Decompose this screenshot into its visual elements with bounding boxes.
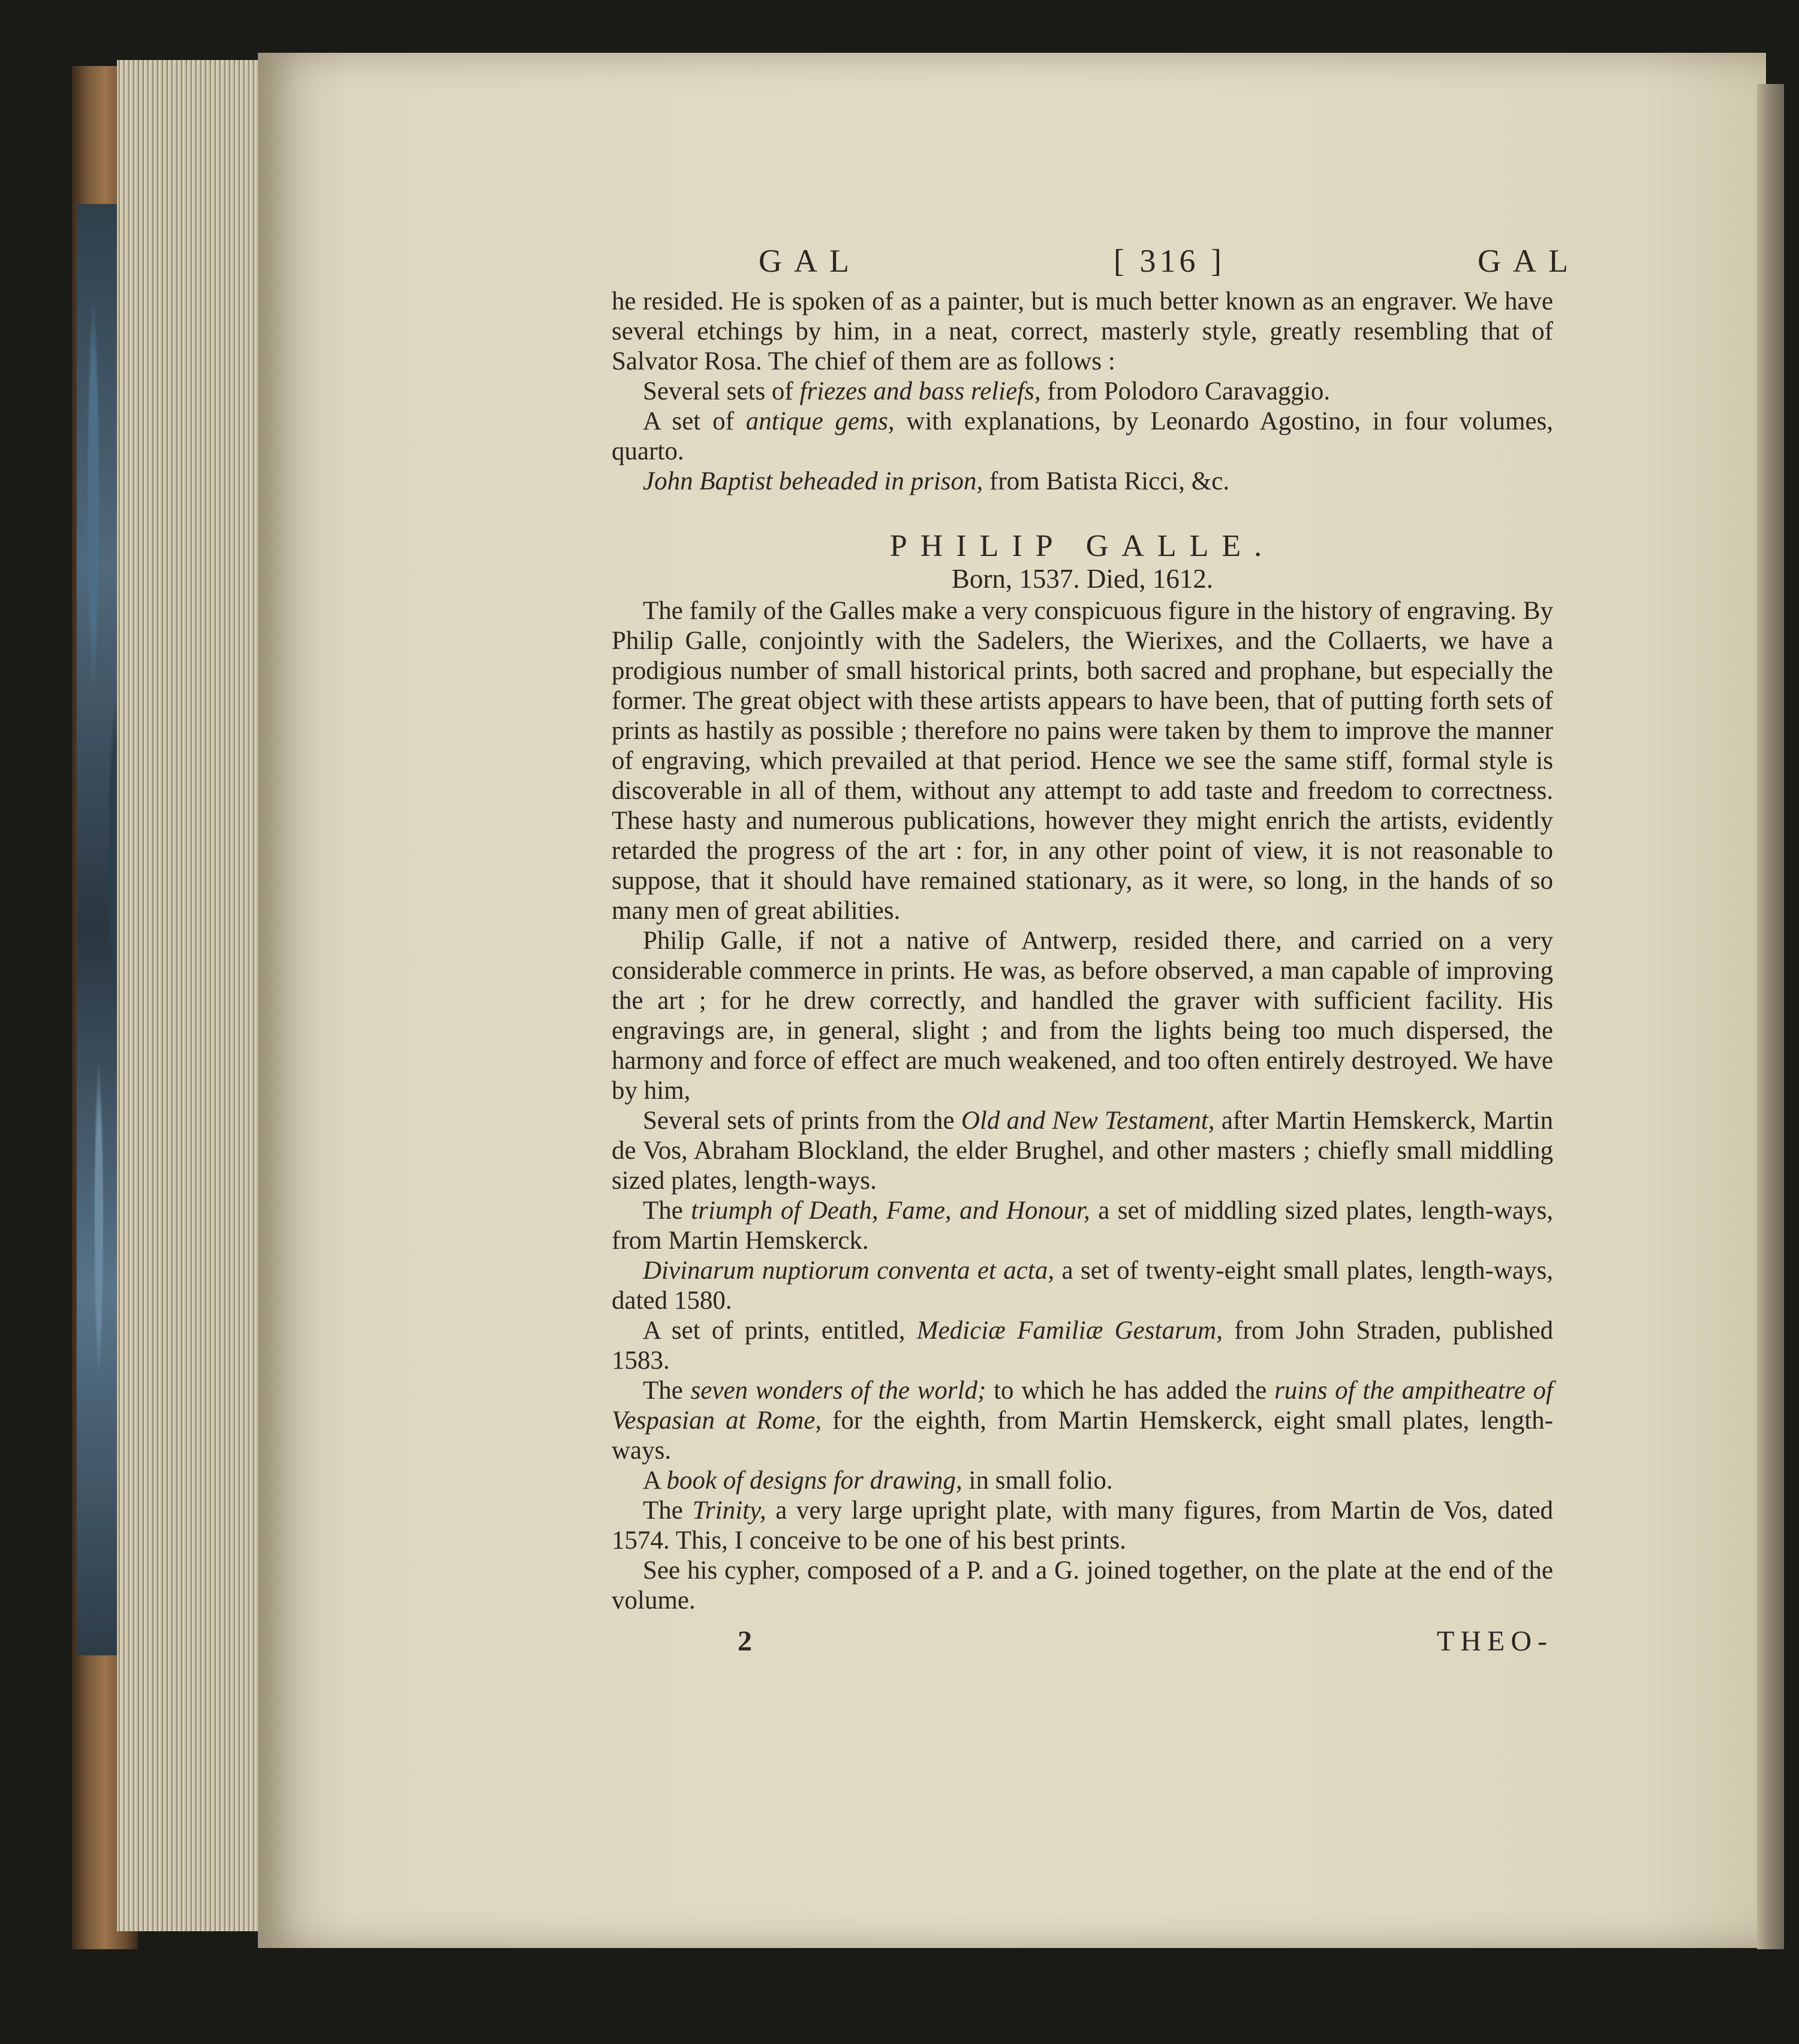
work-item: The triumph of Death, Fame, and Honour, a set of middling sized plates, length-ways, from Martin Hemskerck. (612, 1197, 1554, 1255)
work-item: The seven wonders of the world; to which he has added the ruins of the ampitheatre of Vespasian at Rome, for the eighth, from Martin Hemskerck, eight small plates, length-ways. (612, 1376, 1553, 1465)
work-item: John Baptist beheaded in prison, from Batista Ricci, &c. (643, 467, 1230, 495)
paragraph: Philip Galle, if not a native of Antwerp, resided there, and carried on a very considerable commerce in prints. He was, as before observed, a man capable of improving the art ; for he drew correctly, and handled the graver with sufficient facility. His engravings are, in general, slight ; and from the lights being too much dispersed, the harmony and force of effect are much weakened, and too often entirely destroyed. We have by him, (612, 927, 1553, 1105)
page-stack-edge (117, 60, 273, 1931)
signature-mark: 2 (738, 1625, 752, 1657)
page-number: [ 316 ] (1114, 243, 1225, 279)
work-item: Several sets of prints from the Old and New Testament, after Martin Hemskerck, Martin de Vos, Abraham Blockland, the elder Brughel, and other masters ; chiefly small middling sized plates, length-ways. (612, 1107, 1553, 1195)
running-head-left: GAL (759, 243, 861, 279)
intro-paragraph: he resided. He is spoken of as a painter, but is much better known as an engraver. We have several etchings by him, in a neat, correct, masterly style, greatly resembling that of Salvator Rosa. The chief of them are as follows : (612, 287, 1553, 375)
page-text (612, 243, 1580, 1657)
entry-title: PHILIP GALLE. (889, 529, 1275, 563)
facing-page-edge (1757, 84, 1784, 1949)
entry-dates: Born, 1537. Died, 1612. (951, 564, 1214, 594)
work-item: A set of antique gems, with explanations, by Leonardo Agostino, in four volumes, quarto. (612, 407, 1553, 465)
work-item: A set of prints, entitled, Mediciæ Familiæ Gestarum, from John Straden, published 1583. (612, 1316, 1553, 1375)
running-head (759, 243, 1580, 279)
page-footer (612, 1627, 1553, 1657)
work-item: Divinarum nuptiorum conventa et acta, a set of twenty-eight small plates, length-ways, dated 1580. (612, 1257, 1553, 1315)
running-head-right: GAL (1478, 243, 1580, 279)
work-item: A book of designs for drawing, in small folio. (643, 1466, 1113, 1495)
work-item: Several sets of friezes and bass reliefs, from Polodoro Caravaggio. (643, 377, 1331, 405)
work-item: The Trinity, a very large upright plate, with many figures, from Martin de Vos, dated 1574. This, I conceive to be one of his best prints. (612, 1496, 1553, 1555)
catchword: THEO- (1437, 1625, 1553, 1657)
paragraph: The family of the Galles make a very conspicuous figure in the history of engraving. By Philip Galle, conjointly with the Sadelers, the Wierixes, and the Collaerts, we have a prodigious number of small historical prints, both sacred and prophane, but especially the former. The great object with these artists appears to have been, that of putting forth sets of prints as hastily as possible ; therefore no pains were taken by them to improve the manner of engraving, which prevailed at that period. Hence we see the same stiff, formal style is discoverable in all of them, without any attempt to add taste and freedom to correctness. These hasty and numerous publications, however they might enrich the artists, evidently retarded the progress of the art : for, in any other point of view, it is not reasonable to suppose, that it should have remained stationary, as it were, so long, in the hands of so many men of great abilities. (612, 597, 1553, 925)
cypher-note: See his cypher, composed of a P. and a G. joined together, on the plate at the end of the volume. (612, 1556, 1553, 1615)
